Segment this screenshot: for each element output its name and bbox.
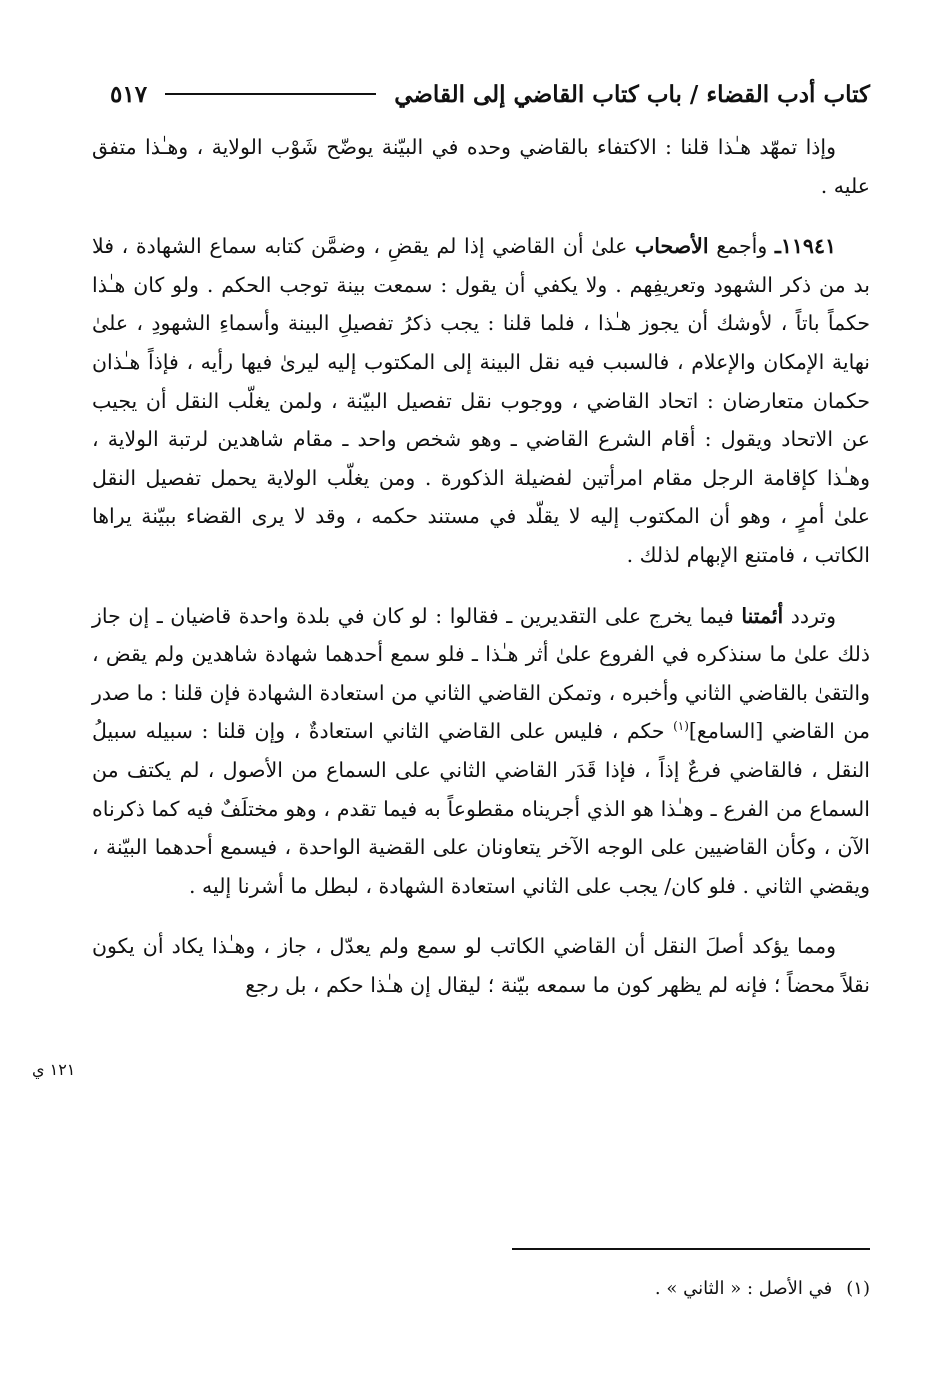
header-title: كتاب أدب القضاء / باب كتاب القاضي إلى القاضي	[394, 80, 870, 108]
paragraph-2-bold: الأصحاب	[635, 234, 709, 259]
page-number: ٥١٧	[110, 80, 148, 108]
paragraph-3	[92, 597, 870, 906]
paragraph-3-text-a: فيما يخرج على التقديرين ـ فقالوا : لو كان في بلدة واحدة قاضيان ـ إن جاز ذلك علىٰ ما سنذكره في الفروع علىٰ أثر هـٰذا ـ فلو سمع أحدهما شهادة شاهدين ولم يقض ، والتقىٰ بالقاضي الثاني وأخبره ، وتمكن القاضي الثاني من استعادة الشهادة فإن قلنا : ما صدر من القاضي [السامع]	[92, 603, 870, 744]
footnote-separator	[512, 1248, 870, 1250]
header-rule	[165, 93, 376, 95]
paragraph-1: وإذا تمهّد هـٰذا قلنا : الاكتفاء بالقاضي وحده في البيّنة يوضّح شَوْب الولاية ، وهـٰذا متفق عليه .	[92, 135, 870, 198]
paragraph-3-text-b: حكم ، فليس على القاضي الثاني استعادةٌ ، وإن قلنا : سبيله سبيلُ النقل ، فالقاضي فرعٌ إذاً ، فإذا قَدَر القاضي الثاني على السماع من الأصول ، لم يكتف من السماع من الفرع ـ وهـٰذا هو الذي أجريناه مقطوعاً به فيما تقدم ، وهو مختلَفٌ فيه كما ذكرناه الآن ، وكأن القاضيين على الوجه الآخر يتعاونان على القضية الواحدة ، فيسمع أحدهما البيّنة ، ويقضي الثاني . فلو كان/ يجب على الثاني استعادة الشهادة ، لبطل ما أشرنا إليه .	[92, 719, 870, 898]
paragraph-4: ومما يؤكد أصلَ النقل أن القاضي الكاتب لو سمع ولم يعدّل ، جاز ، وهـٰذا يكاد أن يكون نقلاً محضاً ؛ فإنه لم يظهر كون ما سمعه بيّنة ؛ ليقال إن هـٰذا حكم ، بل رجع	[92, 934, 870, 997]
footnote-reference[interactable]: (١)	[673, 719, 689, 734]
footnote-text: في الأصل : « الثاني » .	[654, 1278, 833, 1299]
paragraph-2-text: علىٰ أن القاضي إذا لم يقضِ ، وضمَّن كتابه سماع الشهادة ، فلا بد من ذكر الشهود وتعريفِهم . ولا يكفي أن يقول : سمعت بينة توجب الحكم . ولو كان هـٰذا حكماً باتاً ، لأوشك أن يجوز هـٰذا ، فلما قلنا : يجب ذكرُ تفصيلِ البينة وأسماءِ الشهودِ ، علىٰ نهاية الإمكان والإعلام ، فالسبب فيه نقل البينة إلى المكتوب إليه ليرىٰ فيها رأيه ، فإذاً هـٰذان حكمان متعارضان : اتحاد القاضي ، ووجوب نقل تفصيل البيّنة ، ولمن يغلّب النقل أن يجيب عن الاتحاد ويقول : أقام الشرع القاضي ـ وهو شخص واحد ـ مقام شاهدين لرتبة الولاية ، وهـٰذا كإقامة الرجل مقام امرأتين لفضيلة الذكورة . ومن يغلّب الولاية يحمل تفصيل النقل علىٰ أمرٍ ، وهو أن المكتوب إليه لا يقلّد في مستند حكمه ، وقد لا يرى القضاء ببيّنة يراها الكاتب ، فامتنع الإبهام لذلك .	[92, 234, 870, 567]
margin-note: ١٢١ ي	[32, 1060, 76, 1079]
paragraph-2-lead: وأجمع	[716, 234, 768, 259]
paragraph-number: ١١٩٤١ـ	[774, 234, 836, 259]
paragraph-3-lead: وتردد	[790, 603, 836, 628]
paragraph-2	[92, 227, 870, 574]
running-header	[110, 74, 870, 114]
footnote	[300, 1278, 870, 1299]
paragraph-3-bold: أئمتنا	[741, 603, 784, 628]
footnote-number: (١)	[846, 1278, 870, 1299]
body-text	[92, 128, 870, 1004]
